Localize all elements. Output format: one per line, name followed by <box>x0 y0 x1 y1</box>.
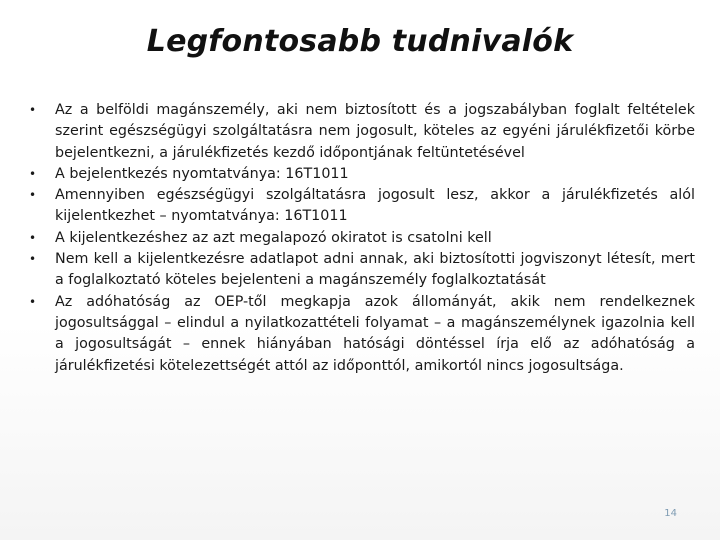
bullet-item <box>27 292 695 377</box>
bullet-list <box>27 100 695 377</box>
bullet-text: Az adóhatóság az OEP-től megkapja azok állományát, akik nem rendelkeznek jogosultsággal – elindul a nyilatkozattételi folyamat – a magánszemélynek igazolnia kell a jogosultságát – ennek hiányában hatósági döntéssel írja elő az adóhatóság a járulékfizetési kötelezettségét attól az időponttól, amikortól nincs jogosultsága. <box>55 293 695 374</box>
bullet-item <box>27 100 695 164</box>
bullet-item <box>27 185 695 228</box>
bullet-dot-icon: • <box>29 230 37 245</box>
bullet-item <box>27 249 695 292</box>
bullet-dot-icon: • <box>29 166 37 181</box>
bullet-text: Nem kell a kijelentkezésre adatlapot adni annak, aki biztosítotti jogviszonyt létesít, mert a foglalkoztató köteles bejelenteni a magánszemély foglalkoztatását <box>55 251 695 289</box>
bullet-text: A kijelentkezéshez az azt megalapozó okiratot is csatolni kell <box>55 229 492 246</box>
bullet-item <box>27 228 695 249</box>
bullet-dot-icon: • <box>29 252 37 267</box>
bullet-dot-icon: • <box>29 294 37 309</box>
page-number: 14 <box>664 508 677 519</box>
slide-title: Legfontosabb tudnivalók <box>146 24 574 59</box>
bullet-dot-icon: • <box>29 103 37 117</box>
bullet-text: Az a belföldi magánszemély, aki nem biztosított és a jogszabályban foglalt feltételek szerint egészségügyi szolgáltatásra nem jogosult, köteles az egyéni járulékfizetői körbe bejelentkezni, a járulékfizetés kezdő időpontjának feltüntetésével <box>55 102 695 161</box>
bullet-dot-icon: • <box>29 188 37 203</box>
bullet-item <box>27 164 695 185</box>
bullet-text: A bejelentkezés nyomtatványa: 16T1011 <box>55 165 349 182</box>
bullet-text: Amennyiben egészségügyi szolgáltatásra jogosult lesz, akkor a járulékfizetés alól kijelentkezhet – nyomtatványa: 16T1011 <box>55 187 695 225</box>
